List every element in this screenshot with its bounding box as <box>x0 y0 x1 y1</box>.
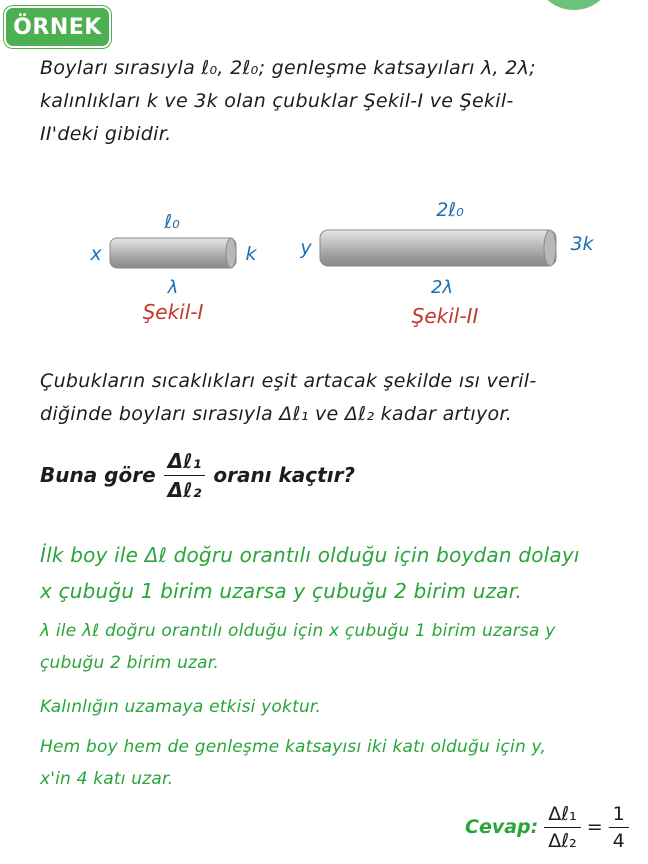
solution-p3: Kalınlığın uzamaya etkisi yoktur. <box>40 697 322 717</box>
answer-numerator: Δℓ₁ <box>548 802 577 825</box>
solution-paragraph-2 <box>40 615 646 679</box>
solution-p2-line1: λ ile λℓ doğru orantılı olduğu için x çubuğu 1 birim uzarsa y <box>40 621 556 641</box>
solution-p1-line1: İlk boy ile Δℓ doğru orantılı olduğu için boydan dolayı <box>40 543 580 567</box>
answer-result-fraction <box>609 803 629 852</box>
ask-suffix: oranı kaçtır? <box>213 463 356 487</box>
question-text-2 <box>40 365 640 431</box>
rod2-coefficient-label: 2λ <box>430 277 454 298</box>
question-line-4: Çubukların sıcaklıkları eşit artacak şekilde ısı veril- <box>40 370 537 392</box>
ratio-fraction <box>164 449 206 502</box>
rod1-coefficient-label: λ <box>167 277 179 298</box>
solution-paragraph-3 <box>40 691 646 723</box>
ratio-numerator: Δℓ₁ <box>167 448 202 473</box>
example-badge: ÖRNEK <box>4 6 111 48</box>
rod2-end-left-label: y <box>300 237 312 259</box>
rods-figure <box>0 188 648 338</box>
answer-denominator: Δℓ₂ <box>548 829 577 852</box>
rod-1 <box>89 211 257 324</box>
solution-paragraph-1 <box>40 537 646 609</box>
solution-p4-line1: Hem boy hem de genleşme katsayısı iki katı olduğu için y, <box>40 737 547 757</box>
rod1-end-right-label: k <box>245 243 257 265</box>
answer-equals: = <box>586 816 603 838</box>
question-line-3: II'deki gibidir. <box>40 123 172 145</box>
question-line-1: Boyları sırasıyla ℓ₀, 2ℓ₀; genleşme katsayıları λ, 2λ; <box>40 57 536 79</box>
solution-p1-line2: x çubuğu 1 birim uzarsa y çubuğu 2 birim uzar. <box>40 579 522 603</box>
question-line-2: kalınlıkları k ve 3k olan çubuklar Şekil-I ve Şekil- <box>40 90 514 112</box>
question-ask <box>40 442 355 508</box>
answer-result-denominator: 4 <box>612 829 625 852</box>
rod1-length-label: ℓ₀ <box>164 211 180 233</box>
solution-paragraph-4 <box>40 731 646 795</box>
question-text <box>40 52 640 151</box>
solution-p4-line2: x'in 4 katı uzar. <box>40 769 174 789</box>
answer-label: Cevap: <box>465 816 539 838</box>
rod1-caption: Şekil-I <box>142 300 204 324</box>
rod1-end-left-label: x <box>90 243 102 265</box>
answer-fraction <box>544 803 580 852</box>
question-line-5: diğinde boyları sırasıyla Δℓ₁ ve Δℓ₂ kadar artıyor. <box>40 403 513 425</box>
rod2-length-label: 2ℓ₀ <box>436 199 464 221</box>
rod2-end-right-label: 3k <box>570 233 594 255</box>
rod-2 <box>299 199 594 328</box>
ask-prefix: Buna göre <box>40 463 156 487</box>
answer-result-numerator: 1 <box>612 802 625 825</box>
rod2-caption: Şekil-II <box>411 304 479 328</box>
ratio-denominator: Δℓ₂ <box>167 477 202 502</box>
answer <box>465 794 629 860</box>
solution-p2-line2: çubuğu 2 birim uzar. <box>40 653 220 673</box>
corner-decoration <box>534 0 614 10</box>
